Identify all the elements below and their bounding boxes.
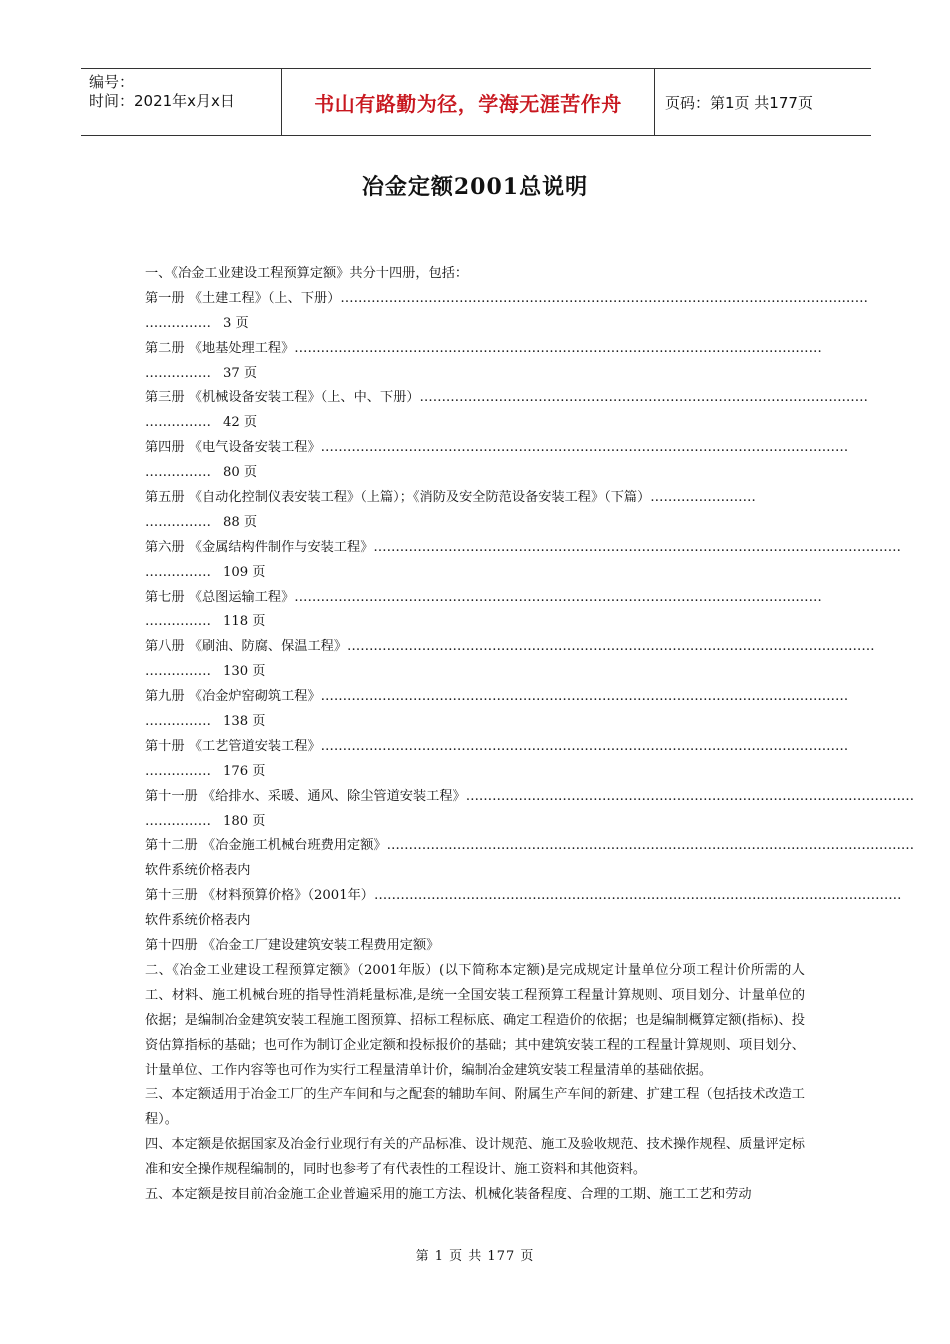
toc-leader-dots: ………………………………………………………………………………………………………… — [340, 290, 868, 306]
toc-entry-page-line — [145, 660, 805, 685]
toc-entry-label: 第四册 《电气设备安装工程》 — [145, 440, 321, 456]
toc-page-number: 109 页 — [222, 564, 266, 580]
paragraph: 三、本定额适用于冶金工厂的生产车间和与之配套的辅助车间、附属生产车间的新建、扩建工程（包括技术改造工程）。 — [145, 1087, 805, 1128]
toc-entry-label: 第五册 《自动化控制仪表安装工程》（上篇）；《消防及安全防范设备安装工程》（下篇） — [145, 490, 651, 506]
page-header — [81, 68, 871, 136]
toc-page-number: 130 页 — [222, 664, 266, 680]
toc-leader-dots: ………………………………………………………………………………………………………… — [347, 639, 875, 655]
toc-entry-page-line — [145, 810, 805, 835]
toc-page-number: 88 页 — [222, 514, 258, 530]
toc-leader-dots: …………… — [145, 365, 211, 381]
paragraph: 二、《冶金工业建设工程预算定额》（2001年版）(以下简称本定额)是完成规定计量单位分项工程计价所需的人工、材料、施工机械台班的指导性消耗量标准,是统一全国安装工程预算工程量计算规则、项目划分、计量单位的依据；是编制冶金建筑安装工程施工图预算、招标工程标底、确定工程造价的依据；也是编制概算定额(指标)、投资估算指标的基础；也可作为制订企业定额和投标报价的基础；其中建筑安装工程的工程量计算规则、项目划分、计量单位、工作内容等也可作为实行工程量清单计价，编制冶金建筑安装工程量清单的基础依据。 — [145, 962, 805, 1078]
toc-entry — [145, 337, 822, 362]
toc-entry — [145, 386, 868, 411]
toc-leader-dots: ………………………………………………………………………………………………………… — [294, 340, 822, 356]
toc-entry-page-line — [145, 561, 805, 586]
toc-entry-note: 软件系统价格表内 — [145, 863, 251, 879]
paragraph: 五、本定额是按目前冶金施工企业普遍采用的施工方法、机械化装备程度、合理的工期、施工工艺和劳动 — [145, 1187, 752, 1203]
toc-entry-label: 第六册 《金属结构件制作与安装工程》 — [145, 539, 374, 555]
toc-leader-dots: …………… — [145, 315, 211, 331]
paragraphs — [145, 959, 805, 1208]
toc-page-number: 180 页 — [222, 813, 266, 829]
toc-leader-dots: ………………………………………………………………………………………… — [465, 788, 915, 804]
toc-entry-label: 第七册 《总图运输工程》 — [145, 589, 295, 605]
toc-leader-dots: …………… — [145, 614, 211, 630]
toc-entry — [145, 785, 915, 810]
toc-leader-dots: ………………………………………………………………………………………………………… — [386, 838, 915, 854]
toc-entry-label: 第三册 《机械设备安装工程》（上、中、下册） — [145, 390, 420, 406]
toc-leader-dots: …………… — [145, 813, 211, 829]
toc-entry — [145, 436, 849, 461]
toc-leader-dots: …………… — [145, 664, 211, 680]
toc-leader-dots: ………………………………………………………………………………………… — [419, 390, 868, 406]
table-of-contents-extra — [145, 834, 915, 934]
toc-leader-dots: …………… — [145, 564, 211, 580]
toc-leader-dots: …………… — [145, 514, 211, 530]
toc-leader-dots: ………………………………………………………………………………………………………… — [320, 440, 849, 456]
toc-page-number: 3 页 — [222, 315, 249, 331]
toc-entry-page-line — [145, 312, 805, 337]
toc-entry-label: 第九册 《冶金炉窑砌筑工程》 — [145, 689, 321, 705]
toc-entry-note: 软件系统价格表内 — [145, 913, 251, 929]
toc-leader-dots: …………… — [145, 465, 211, 481]
header-page-info: 页码：第1页 共177页 — [665, 93, 813, 112]
toc-entry — [145, 834, 915, 859]
toc-page-number: 37 页 — [222, 365, 258, 381]
toc-entry-page-line — [145, 610, 805, 635]
toc-entry-page-line — [145, 710, 805, 735]
toc-entry-page-line — [145, 511, 805, 536]
number-label: 编号： — [89, 73, 135, 91]
toc-entry — [145, 536, 901, 561]
page-footer: 第 1 页 共 177 页 — [415, 1249, 535, 1264]
toc-entry — [145, 735, 849, 760]
toc-entry-label: 第十二册 《冶金施工机械台班费用定额》 — [145, 838, 387, 854]
toc-entry-label: 第八册 《刷油、防腐、保温工程》 — [145, 639, 348, 655]
document-body — [145, 262, 915, 1208]
header-meta — [81, 69, 281, 135]
toc-entry-page-line — [145, 461, 805, 486]
toc-entry-page-line — [145, 362, 805, 387]
toc-page-number: 80 页 — [222, 465, 258, 481]
toc-entry-label: 第一册 《土建工程》（上、下册） — [145, 290, 341, 306]
toc-page-number: 118 页 — [222, 614, 266, 630]
toc-entry — [145, 586, 822, 611]
toc-leader-dots: ………………………………………………………………………………………………………… — [320, 738, 849, 754]
time-label: 时间：2021年x月x日 — [89, 92, 235, 110]
toc-entry — [145, 486, 805, 511]
header-motto: 书山有路勤为径，学海无涯苦作舟 — [281, 69, 655, 135]
toc-entry — [145, 635, 875, 660]
toc-page-number: 138 页 — [222, 714, 266, 730]
toc-last-line: 第十四册 《冶金工厂建设建筑安装工程费用定额》 — [145, 938, 440, 954]
intro-line: 一、《冶金工业建设工程预算定额》共分十四册，包括： — [145, 266, 469, 281]
toc-leader-dots: ………………………………………………………………………………………………………… — [294, 589, 822, 605]
toc-entry — [145, 287, 868, 312]
toc-entry-label: 第十一册 《给排水、采暖、通风、除尘管道安装工程》 — [145, 788, 466, 804]
document-title: 冶金定额2001总说明 — [361, 174, 589, 200]
toc-entry-page-line — [145, 411, 805, 436]
toc-leader-dots: ………………………………………………………………………………………………………… — [373, 888, 902, 904]
toc-entry — [145, 685, 849, 710]
toc-leader-dots: …………… — [145, 714, 211, 730]
toc-leader-dots: ………………………………………………………………………………………………………… — [320, 689, 849, 705]
toc-entry-page-line — [145, 760, 805, 785]
toc-leader-dots: …………… — [145, 415, 211, 431]
table-of-contents — [145, 287, 915, 835]
toc-leader-dots: …………… — [145, 763, 211, 779]
toc-entry-label: 第十册 《工艺管道安装工程》 — [145, 738, 321, 754]
toc-page-number: 176 页 — [222, 763, 266, 779]
toc-entry-label: 第十三册 《材料预算价格》（2001年） — [145, 888, 374, 904]
toc-leader-dots: ………………………………………………………………………………………………………… — [373, 539, 901, 555]
toc-entry-label: 第二册 《地基处理工程》 — [145, 340, 295, 356]
paragraph: 四、本定额是依据国家及冶金行业现行有关的产品标准、设计规范、施工及验收规范、技术操作规程、质量评定标准和安全操作规程编制的，同时也参考了有代表性的工程设计、施工资料和其他资料。 — [145, 1137, 805, 1178]
toc-page-number: 42 页 — [222, 415, 258, 431]
toc-entry — [145, 884, 902, 909]
toc-leader-dots: …………………… — [650, 490, 756, 506]
